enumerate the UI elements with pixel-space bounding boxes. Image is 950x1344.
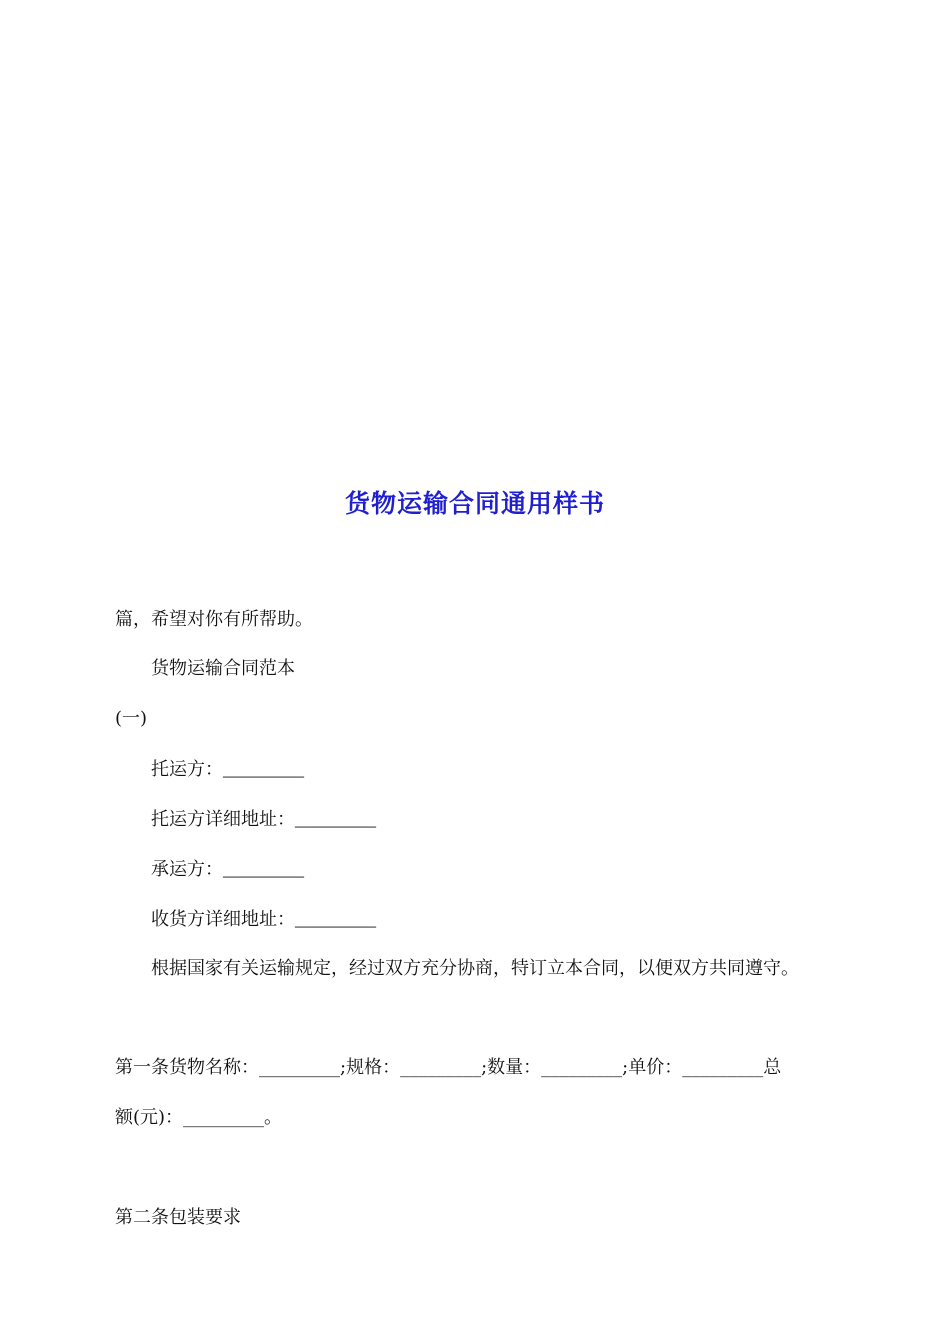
shipper-address-label: 托运方详细地址： (151, 809, 295, 830)
intro-text: 篇，希望对你有所帮助。 (115, 609, 313, 630)
article-1-line-1: 第一条货物名称：_________;规格：_________;数量：_________;单价：_________总 (115, 1057, 782, 1078)
consignee-address-field (151, 907, 376, 932)
article-1-line-2: 额(元)：_________。 (115, 1107, 283, 1128)
carrier-label: 承运方： (151, 859, 223, 880)
shipper-field (151, 757, 304, 782)
preamble-paragraph: 根据国家有关运输规定，经过双方充分协商，特订立本合同，以便双方共同遵守。 (151, 958, 799, 979)
contract-heading: 货物运输合同范本 (151, 658, 295, 679)
consignee-address-label: 收货方详细地址： (151, 909, 295, 930)
article-2-heading: 第二条包装要求 (115, 1207, 241, 1228)
shipper-address-field (151, 807, 376, 832)
shipper-label: 托运方： (151, 759, 223, 780)
consignee-address-blank: _________ (295, 909, 376, 929)
shipper-blank: _________ (223, 759, 304, 779)
carrier-field (151, 857, 304, 882)
carrier-blank: _________ (223, 859, 304, 879)
section-number: (一) (115, 708, 148, 729)
shipper-address-blank: _________ (295, 809, 376, 829)
document-title: 货物运输合同通用样书 (344, 489, 605, 518)
